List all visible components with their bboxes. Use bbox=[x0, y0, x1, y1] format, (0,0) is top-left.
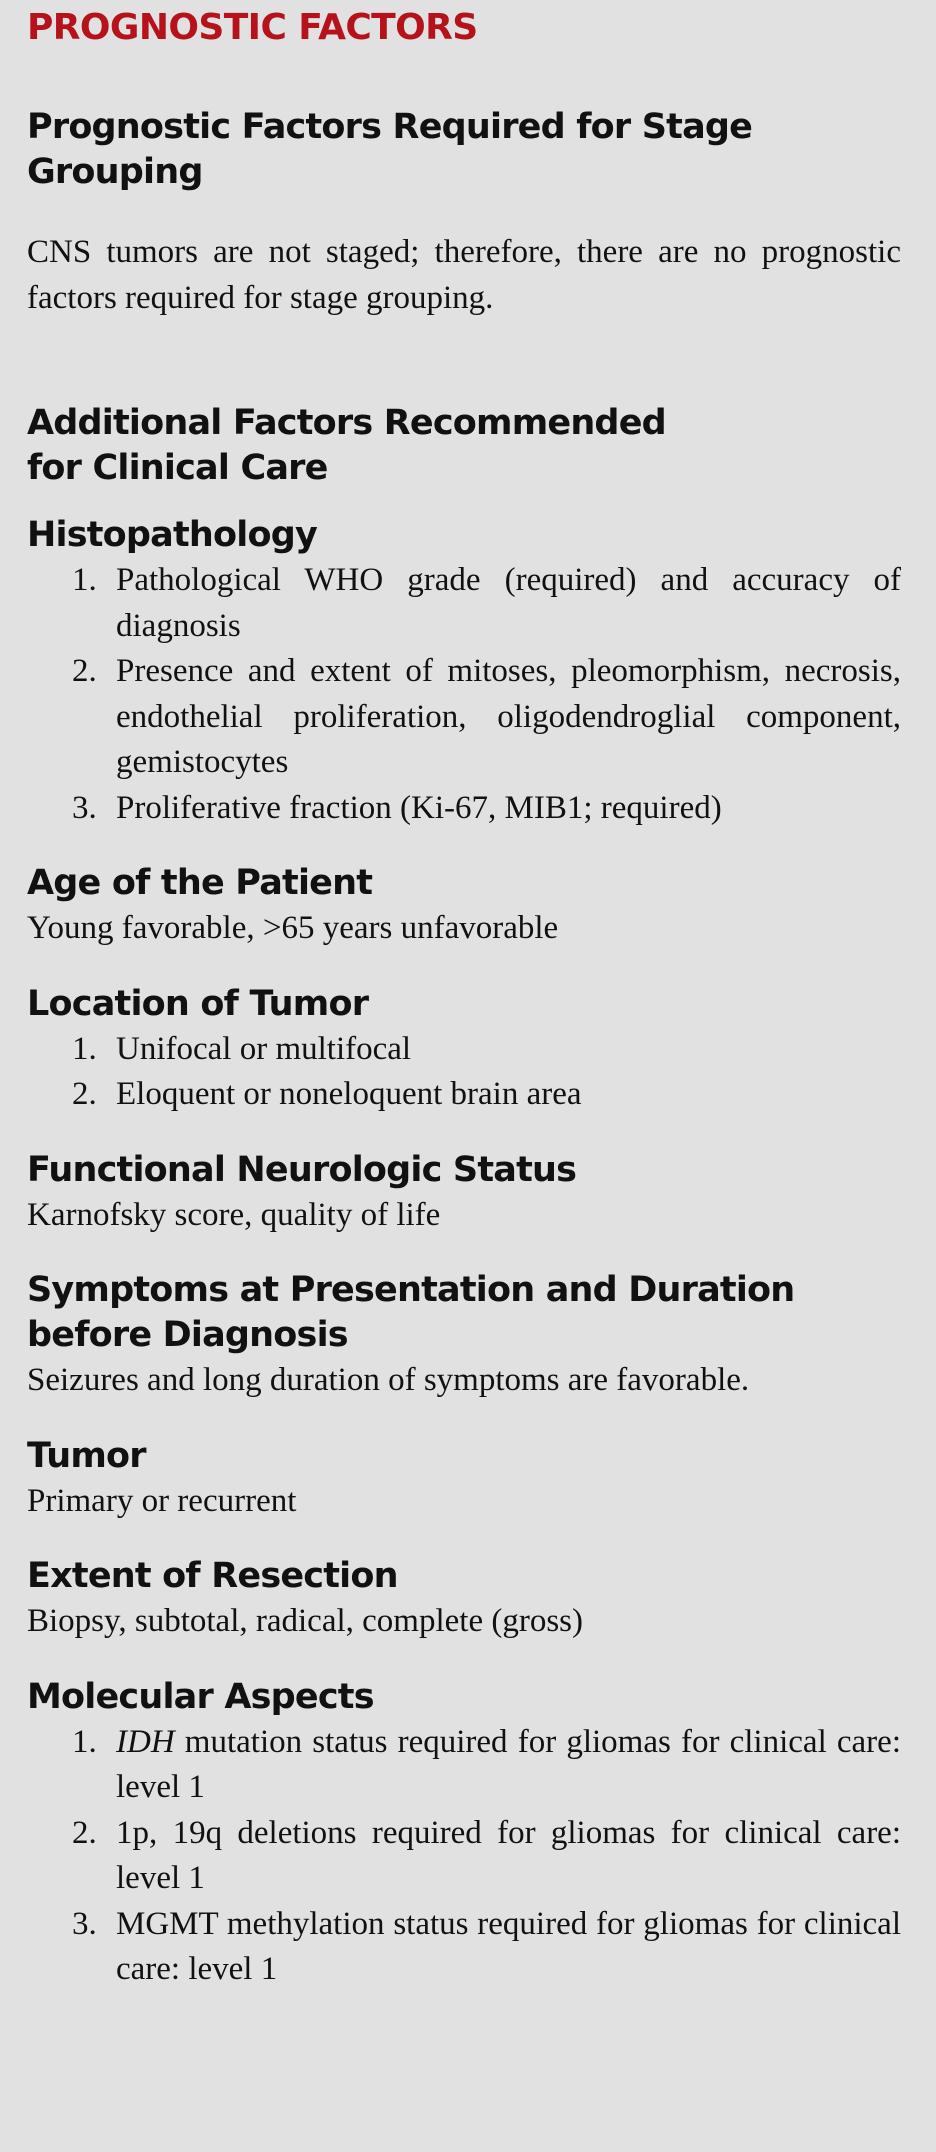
subheading-molecular: Molecular Aspects bbox=[27, 1676, 374, 1717]
list-number: 1. bbox=[72, 562, 97, 598]
list-text: MGMT methylation status required for gliomas for clinical care: level 1 bbox=[116, 1905, 901, 1987]
section-heading-stage-grouping bbox=[27, 105, 901, 195]
list-number: 2. bbox=[72, 1814, 97, 1851]
list-text bbox=[116, 1724, 901, 1806]
list-item bbox=[27, 1902, 901, 1993]
list-number: 3. bbox=[72, 1905, 97, 1942]
location-list bbox=[27, 1027, 901, 1118]
document-page bbox=[27, 0, 901, 1993]
heading-line: Grouping bbox=[27, 152, 203, 192]
list-item bbox=[27, 649, 901, 786]
age-paragraph: Young favorable, >65 years unfavorable bbox=[27, 910, 559, 946]
molecular-list bbox=[27, 1720, 901, 1993]
subheading-histopathology: Histopathology bbox=[27, 515, 317, 555]
list-text: 1p, 19q deletions required for gliomas for clinical care: level 1 bbox=[116, 1814, 901, 1896]
list-number: 1. bbox=[72, 1723, 97, 1760]
list-number: 1. bbox=[72, 1030, 97, 1067]
list-item bbox=[27, 558, 901, 649]
heading-line: Prognostic Factors Required for Stage bbox=[27, 107, 753, 147]
list-text: Unifocal or multifocal bbox=[116, 1030, 412, 1067]
subheading-tumor: Tumor bbox=[27, 1435, 146, 1476]
heading-line: Symptoms at Presentation and Duration bbox=[27, 1270, 795, 1310]
list-item bbox=[27, 1720, 901, 1811]
section-heading-clinical-care bbox=[27, 401, 901, 491]
histopathology-list bbox=[27, 558, 901, 831]
heading-line: Additional Factors Recommended bbox=[27, 403, 666, 443]
tumor-paragraph: Primary or recurrent bbox=[27, 1482, 297, 1519]
heading-line: before Diagnosis bbox=[27, 1315, 348, 1355]
subheading-neurologic-status: Functional Neurologic Status bbox=[27, 1149, 577, 1190]
list-number: 3. bbox=[72, 789, 97, 826]
subheading-symptoms bbox=[27, 1268, 901, 1358]
list-text: Eloquent or noneloquent brain area bbox=[116, 1076, 582, 1112]
list-item bbox=[27, 1811, 901, 1902]
page-title: PROGNOSTIC FACTORS bbox=[27, 7, 478, 48]
list-number: 2. bbox=[72, 1076, 97, 1112]
subheading-age: Age of the Patient bbox=[27, 863, 373, 903]
list-item bbox=[27, 786, 901, 832]
resection-paragraph: Biopsy, subtotal, radical, complete (gross) bbox=[27, 1603, 583, 1639]
list-text-rest: mutation status required for gliomas for clinical care: level 1 bbox=[116, 1723, 901, 1805]
gene-name: IDH bbox=[116, 1723, 175, 1760]
stage-grouping-paragraph: CNS tumors are not staged; therefore, there are no prognostic factors required for stage grouping. bbox=[27, 234, 901, 316]
list-number: 2. bbox=[72, 653, 97, 689]
heading-line: for Clinical Care bbox=[27, 448, 328, 488]
list-item bbox=[27, 1072, 901, 1118]
list-text: Proliferative fraction (Ki-67, MIB1; required) bbox=[116, 789, 722, 826]
symptoms-paragraph: Seizures and long duration of symptoms are favorable. bbox=[27, 1362, 750, 1398]
neurologic-status-paragraph: Karnofsky score, quality of life bbox=[27, 1196, 441, 1233]
list-item bbox=[27, 1027, 901, 1073]
subheading-resection: Extent of Resection bbox=[27, 1556, 398, 1596]
list-text: Pathological WHO grade (required) and accuracy of diagnosis bbox=[116, 562, 901, 644]
subheading-location: Location of Tumor bbox=[27, 983, 369, 1024]
list-text: Presence and extent of mitoses, pleomorphism, necrosis, endothelial proliferation, oligodendroglial component, gemistocytes bbox=[116, 653, 901, 780]
